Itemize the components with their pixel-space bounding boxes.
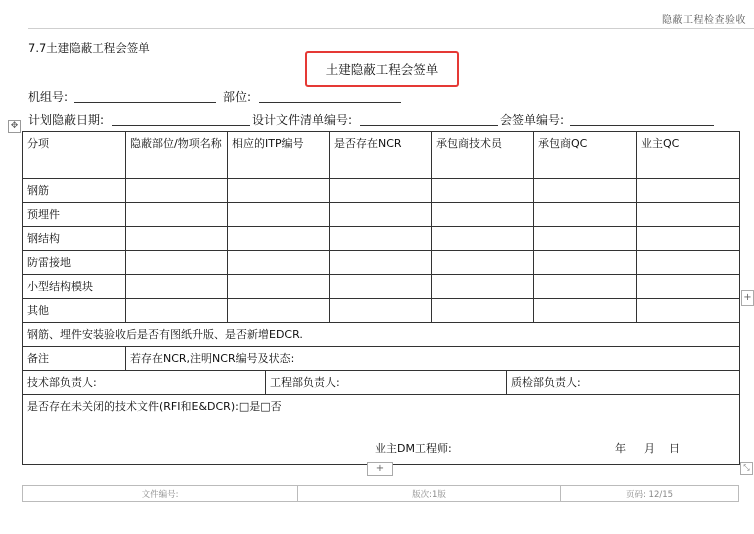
owner-dm-label: 业主DM工程师: (375, 442, 452, 455)
table-cell[interactable] (432, 251, 534, 275)
table-cell[interactable] (432, 227, 534, 251)
table-cell[interactable] (228, 227, 330, 251)
remark-text[interactable]: 若存在NCR,注明NCR编号及状态: (126, 347, 740, 371)
col-header: 隐蔽部位/物项名称 (126, 132, 228, 179)
remark-row (23, 347, 740, 371)
note-row (23, 323, 740, 347)
table-header-row (23, 132, 740, 179)
table-row (23, 299, 740, 323)
location-line[interactable] (259, 102, 401, 103)
section-title: 7.7土建隐蔽工程会签单 (28, 41, 150, 55)
tech-head-label[interactable]: 技术部负责人: (23, 371, 266, 394)
col-header: 分项 (23, 132, 126, 179)
table-move-handle-icon[interactable]: ✥ (8, 120, 21, 133)
table-resize-icon[interactable]: ⤡ (740, 462, 753, 475)
form-table (22, 131, 740, 465)
sign-no-label: 会签单编号: (500, 113, 565, 127)
table-cell[interactable] (126, 203, 228, 227)
col-header: 相应的ITP编号 (228, 132, 330, 179)
table-row (23, 251, 740, 275)
table-cell[interactable] (330, 203, 432, 227)
table-cell[interactable] (126, 275, 228, 299)
table-cell[interactable] (432, 179, 534, 203)
table-cell[interactable] (534, 299, 637, 323)
table-cell[interactable] (534, 203, 637, 227)
table-cell[interactable] (126, 179, 228, 203)
closure-row (23, 395, 740, 465)
table-cell[interactable] (637, 275, 740, 299)
row-label: 钢筋 (23, 179, 126, 203)
table-cell[interactable] (330, 251, 432, 275)
form-title-highlight[interactable] (305, 51, 459, 87)
table-cell[interactable] (432, 275, 534, 299)
footer-page: 页码: 12/15 (625, 489, 674, 500)
col-header: 是否存在NCR (330, 132, 432, 179)
table-cell[interactable] (228, 203, 330, 227)
table-cell[interactable] (126, 227, 228, 251)
row-label: 防雷接地 (23, 251, 126, 275)
table-cell[interactable] (637, 299, 740, 323)
sign-no-line[interactable] (570, 125, 714, 126)
table-cell[interactable] (637, 227, 740, 251)
table-cell[interactable] (228, 275, 330, 299)
col-header: 承包商QC (534, 132, 637, 179)
page-footer (22, 485, 739, 502)
unit-no-line[interactable] (74, 102, 216, 103)
closure-cell[interactable] (23, 395, 740, 465)
form-title: 土建隐蔽工程会签单 (325, 62, 439, 77)
table-cell[interactable] (330, 227, 432, 251)
table-cell[interactable] (637, 251, 740, 275)
table-cell[interactable] (330, 275, 432, 299)
row-label: 其他 (23, 299, 126, 323)
table-cell[interactable] (228, 299, 330, 323)
drawing-revision-note[interactable]: 钢筋、埋件安装验收后是否有图纸升版、是否新增EDCR. (23, 323, 740, 347)
add-row-plus-icon[interactable]: + (367, 462, 393, 476)
remark-label: 备注 (23, 347, 126, 371)
qc-head-label[interactable]: 质检部负责人: (511, 376, 581, 389)
footer-version: 版次:1版 (298, 486, 561, 501)
row-label: 预埋件 (23, 203, 126, 227)
add-column-plus-icon[interactable]: + (741, 290, 754, 306)
signature-cell (23, 371, 740, 395)
unit-no-label: 机组号: (28, 90, 69, 104)
header-rule (28, 28, 754, 29)
table-cell[interactable] (534, 275, 637, 299)
table-cell[interactable] (432, 299, 534, 323)
table-cell[interactable] (228, 251, 330, 275)
planned-date-label: 计划隐蔽日期: (28, 113, 105, 127)
table-row (23, 179, 740, 203)
table-cell[interactable] (432, 203, 534, 227)
footer-doc-no: 文件编号: (23, 486, 298, 501)
running-header: 隐蔽工程检查验收 (662, 15, 746, 26)
location-label: 部位: (223, 90, 252, 104)
date-day: 日 (669, 442, 680, 455)
col-header: 承包商技术员 (432, 132, 534, 179)
date-month: 月 (644, 442, 655, 455)
table-cell[interactable] (126, 299, 228, 323)
design-doc-label: 设计文件清单编号: (252, 113, 353, 127)
table-cell[interactable] (534, 179, 637, 203)
table-row (23, 227, 740, 251)
table-cell[interactable] (330, 179, 432, 203)
col-header: 业主QC (637, 132, 740, 179)
table-cell[interactable] (534, 227, 637, 251)
table-cell[interactable] (534, 251, 637, 275)
table-cell[interactable] (228, 179, 330, 203)
table-row (23, 275, 740, 299)
table-cell[interactable] (637, 179, 740, 203)
eng-head-label[interactable]: 工程部负责人: (266, 371, 507, 394)
unclosed-docs-question: 是否存在未关闭的技术文件(RFI和E&DCR):□是□否 (27, 400, 282, 413)
table-cell[interactable] (126, 251, 228, 275)
table-row (23, 203, 740, 227)
table-cell[interactable] (330, 299, 432, 323)
row-label: 小型结构模块 (23, 275, 126, 299)
date-year: 年 (615, 442, 626, 455)
table-cell[interactable] (637, 203, 740, 227)
planned-date-line[interactable] (112, 125, 250, 126)
row-label: 钢结构 (23, 227, 126, 251)
design-doc-line[interactable] (360, 125, 498, 126)
signature-row (23, 371, 740, 395)
